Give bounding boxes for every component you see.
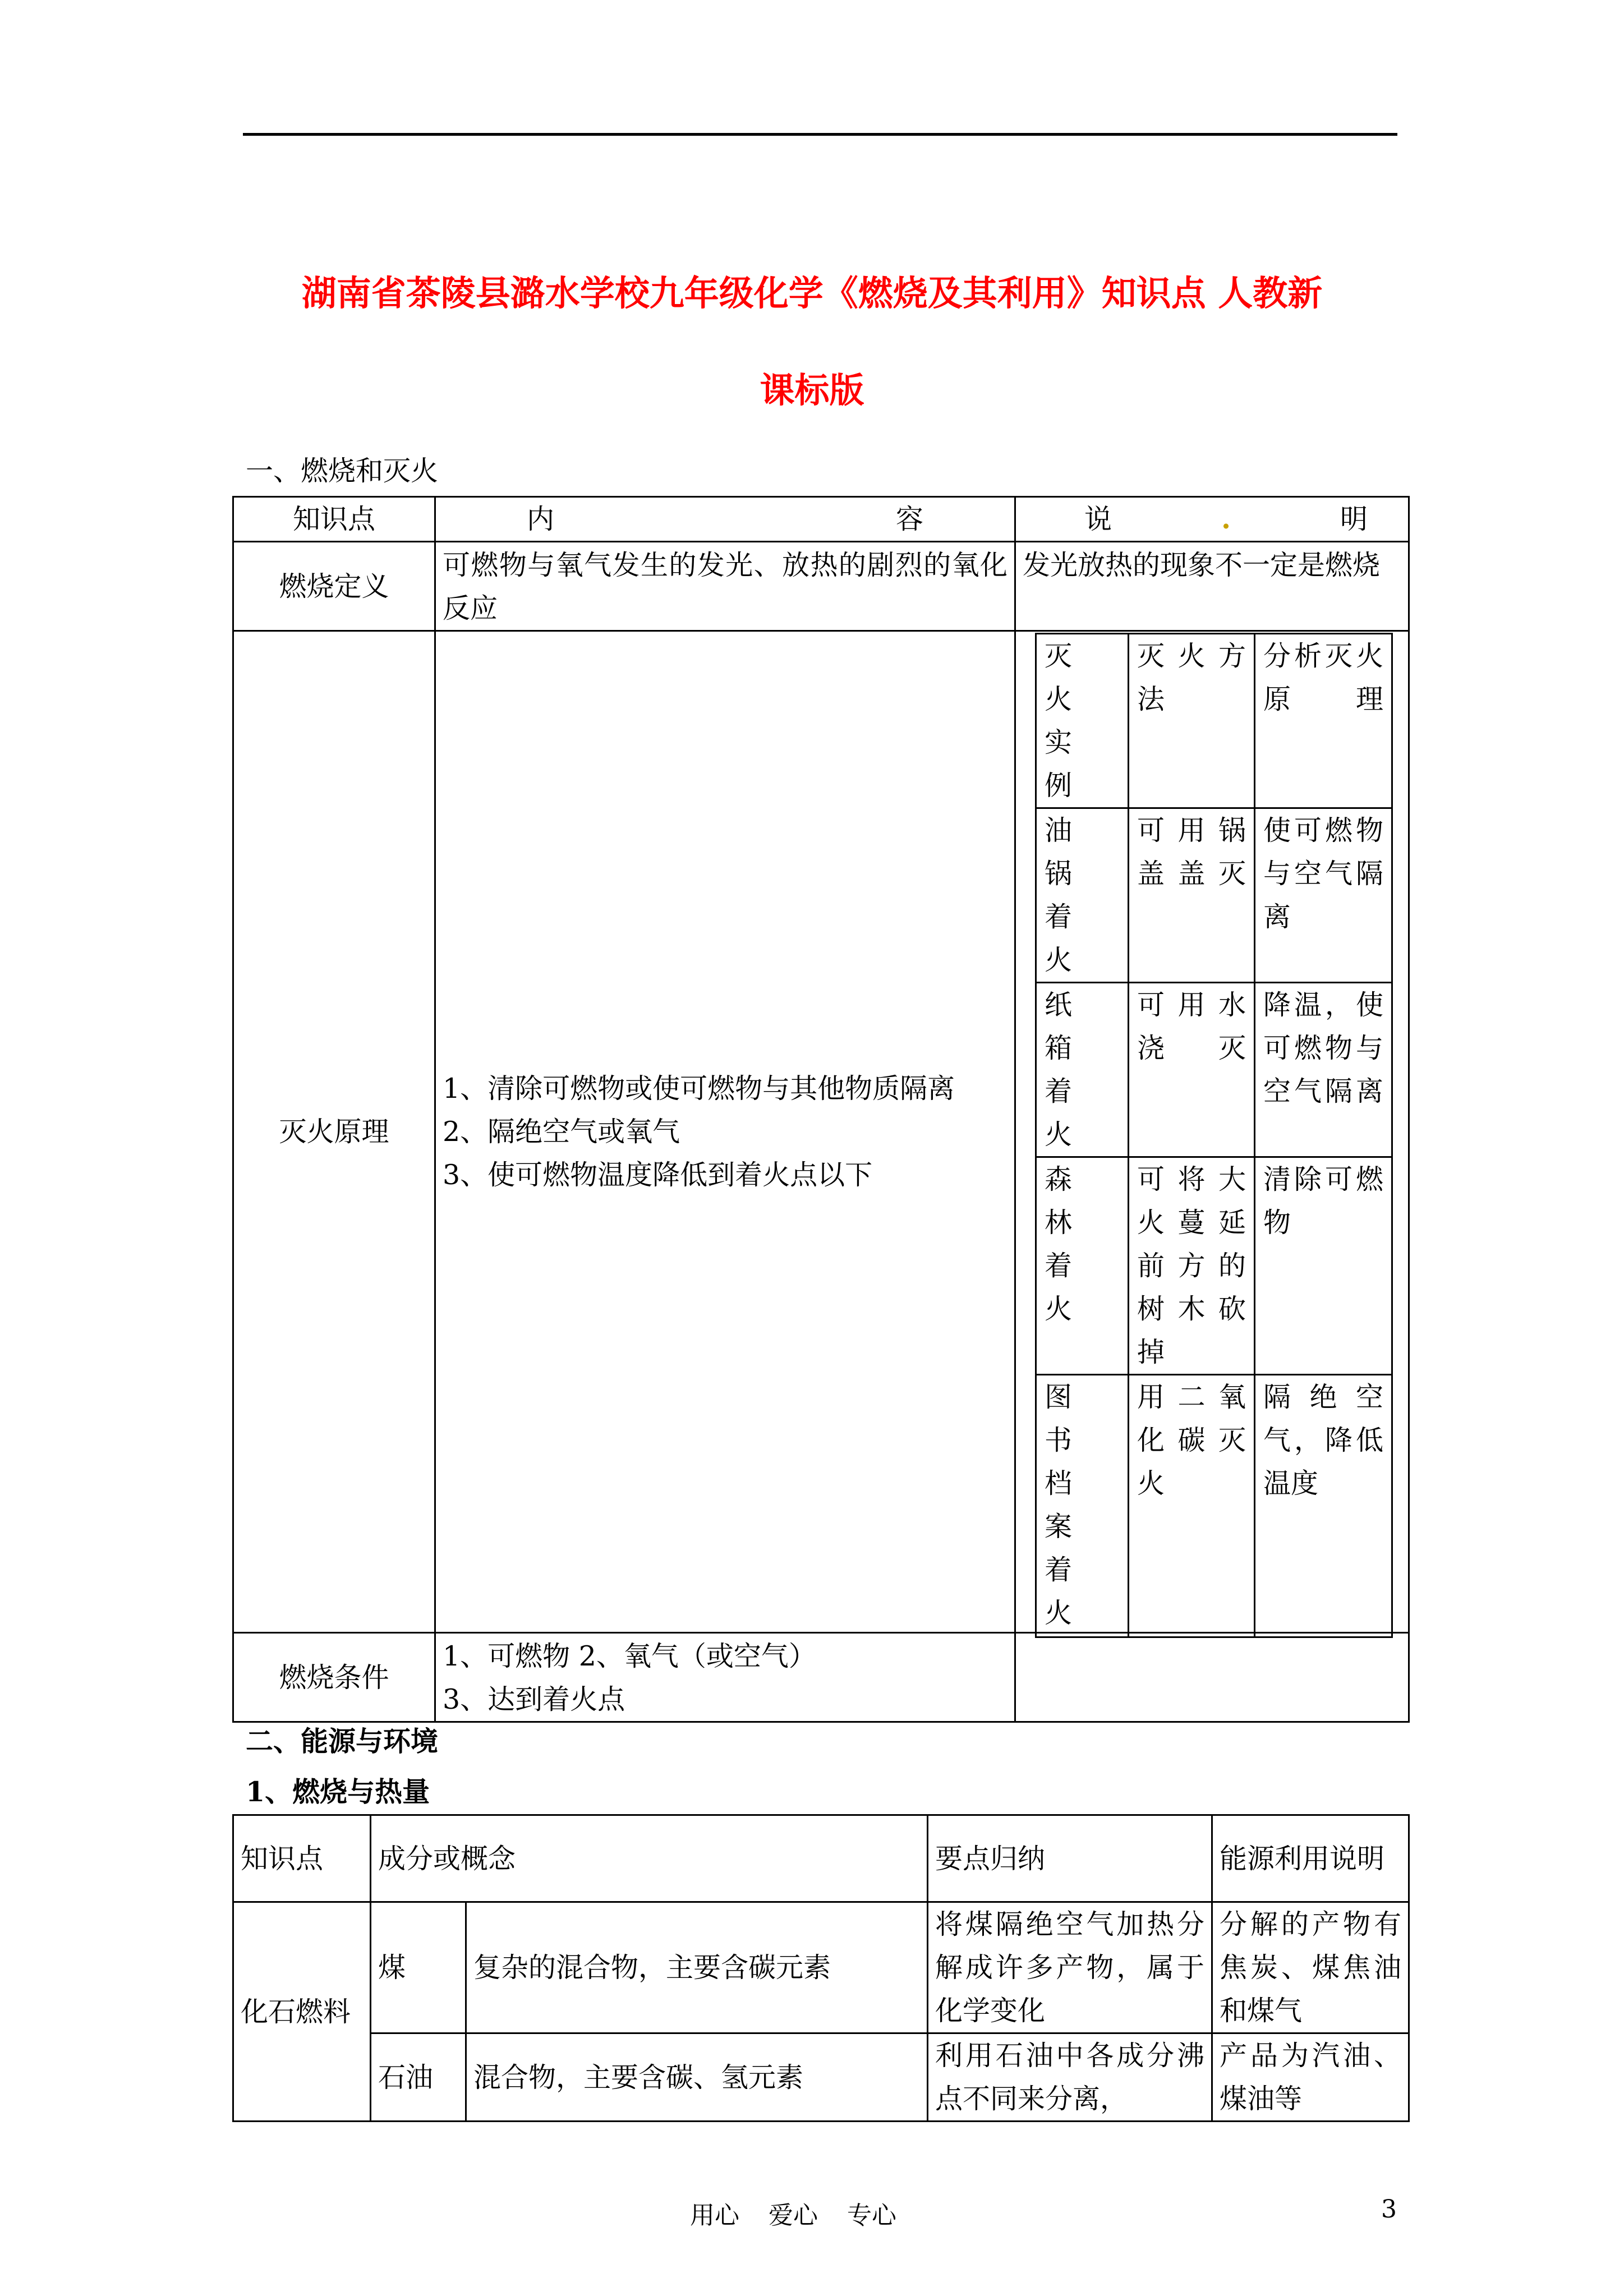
t2-row-usage: 产品为汽油、煤油等 bbox=[1212, 2033, 1409, 2122]
section2-subheading: 1、燃烧与热量 bbox=[246, 1775, 430, 1808]
document-title-line2: 课标版 bbox=[760, 370, 864, 411]
t2-header-knowledge: 知识点 bbox=[233, 1815, 371, 1902]
t2-row-usage: 分解的产物有焦炭、煤焦油和煤气 bbox=[1212, 1902, 1409, 2033]
row-content-definition: 可燃物与氧气发生的发光、放热的剧烈的氧化反应 bbox=[435, 542, 1015, 631]
row-label-extinguish: 灭火原理 bbox=[233, 631, 435, 1633]
row-label-conditions: 燃烧条件 bbox=[233, 1633, 435, 1722]
extinguish-point-3: 3、使可燃物温度降低到着火点以下 bbox=[443, 1159, 873, 1191]
example-principle: 清除可燃物 bbox=[1255, 1157, 1392, 1375]
example-method: 可将大火蔓延前方的树木砍掉 bbox=[1129, 1157, 1255, 1375]
example-method: 可用锅盖盖灭 bbox=[1129, 808, 1255, 983]
t2-row-points: 利用石油中各成分沸点不同来分离， bbox=[928, 2033, 1212, 2122]
example-case: 森林着火 bbox=[1036, 1157, 1129, 1375]
header-content: 内 容 bbox=[435, 497, 1015, 542]
page-number: 3 bbox=[1381, 2195, 1397, 2224]
t2-row-name: 煤 bbox=[371, 1902, 466, 2033]
t2-row-concept: 混合物，主要含碳、氢元素 bbox=[466, 2033, 928, 2122]
example-method: 灭火方法 bbox=[1129, 634, 1255, 808]
extinguish-point-1: 1、清除可燃物或使可燃物与其他物质隔离 bbox=[443, 1073, 955, 1105]
fossil-fuel-table bbox=[232, 1814, 1410, 2122]
example-case: 油锅着火 bbox=[1036, 808, 1129, 983]
example-method: 可用水浇灭 bbox=[1129, 983, 1255, 1157]
t2-row-concept: 复杂的混合物，主要含碳元素 bbox=[466, 1902, 928, 2033]
row-note-conditions bbox=[1015, 1633, 1409, 1722]
t2-header-usage: 能源利用说明 bbox=[1212, 1815, 1409, 1902]
document-title-line1: 湖南省茶陵县潞水学校九年级化学《燃烧及其利用》知识点 人教新 bbox=[301, 273, 1323, 314]
example-principle: 使可燃物与空气隔离 bbox=[1255, 808, 1392, 983]
extinguish-point-2: 2、隔绝空气或氧气 bbox=[443, 1116, 680, 1148]
example-method: 用二氧化碳灭火 bbox=[1129, 1375, 1255, 1637]
header-rule bbox=[243, 133, 1397, 136]
example-case: 灭火实例 bbox=[1036, 634, 1129, 808]
example-principle: 降温，使可燃物与空气隔离 bbox=[1255, 983, 1392, 1157]
row-content-extinguish bbox=[435, 631, 1015, 1633]
section1-heading: 一、燃烧和灭火 bbox=[246, 455, 439, 487]
t2-header-concept: 成分或概念 bbox=[371, 1815, 928, 1902]
row-content-conditions: 1、可燃物 2、氧气（或空气） 3、达到着火点 bbox=[435, 1633, 1015, 1722]
row-note-definition: 发光放热的现象不一定是燃烧 bbox=[1015, 542, 1409, 631]
example-principle: 隔绝空气，降低温度 bbox=[1255, 1375, 1392, 1637]
example-principle: 分析灭火原理 bbox=[1255, 634, 1392, 808]
t2-row-points: 将煤隔绝空气加热分解成许多产物，属于化学变化 bbox=[928, 1902, 1212, 2033]
section2-heading: 二、能源与环境 bbox=[246, 1725, 439, 1757]
example-case: 纸箱着火 bbox=[1036, 983, 1129, 1157]
t2-header-points: 要点归纳 bbox=[928, 1815, 1212, 1902]
t2-group-fossil-fuel: 化石燃料 bbox=[233, 1902, 371, 2122]
header-explanation: 说 . 明 bbox=[1015, 497, 1409, 542]
extinguish-examples-table bbox=[1035, 633, 1393, 1638]
footer-motto: 用心 爱心 专心 bbox=[690, 2201, 896, 2230]
example-case: 图书档案着火 bbox=[1036, 1375, 1129, 1637]
row-label-definition: 燃烧定义 bbox=[233, 542, 435, 631]
header-knowledge-point: 知识点 bbox=[233, 497, 435, 542]
t2-row-name: 石油 bbox=[371, 2033, 466, 2122]
